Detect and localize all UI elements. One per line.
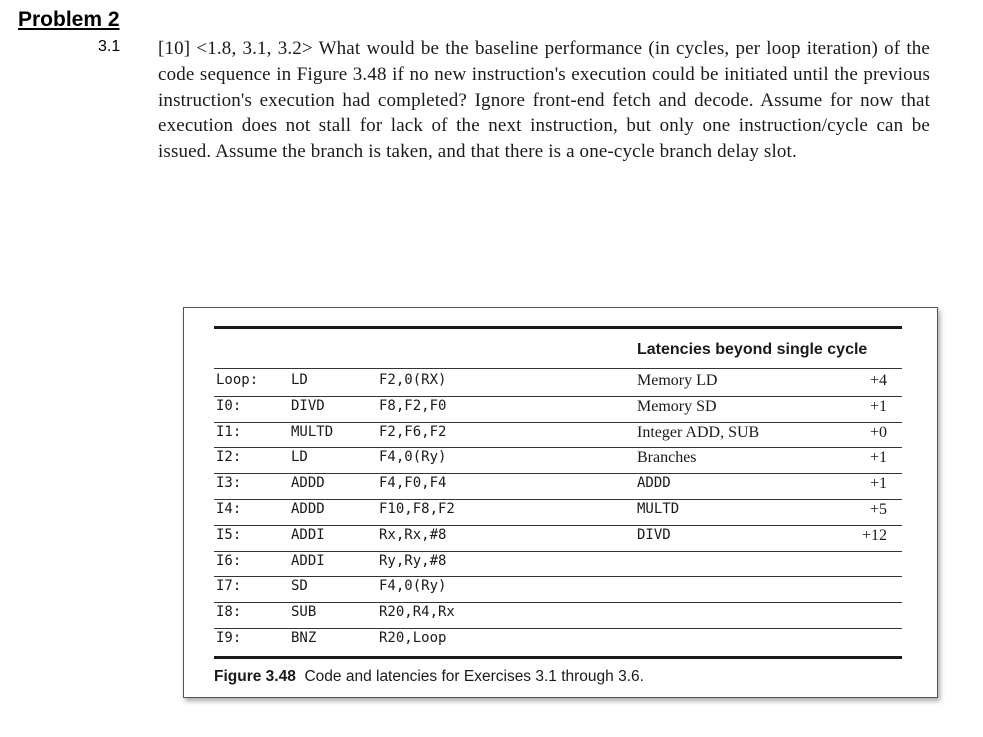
code-operands: R20,Loop [379,630,447,646]
problem-title: Problem 2 [18,8,120,31]
latency-header: Latencies beyond single cycle [637,341,868,358]
code-opcode: ADDD [291,501,325,517]
figure-caption [214,668,644,686]
code-opcode: SD [291,578,308,595]
caption-label: Figure 3.48 [214,668,296,685]
row-rule [214,422,902,423]
top-rule [214,326,902,329]
figure-3-48 [183,307,938,698]
row-rule [214,396,902,397]
code-label: I2: [216,449,242,466]
latency-name: DIVD [637,526,671,543]
caption-text: Code and latencies for Exercises 3.1 through 3.6. [304,668,644,685]
code-opcode: ADDI [291,526,325,543]
code-operands: F2,F6,F2 [379,423,447,440]
latency-name: Memory SD [637,397,717,415]
code-opcode: LD [291,372,308,388]
header-rule [214,368,902,369]
code-opcode: BNZ [291,630,317,646]
code-operands: R20,R4,Rx [379,604,455,621]
latency-value: +5 [869,501,887,518]
row-rule [214,628,902,629]
row-rule [214,525,902,526]
code-operands: F8,F2,F0 [379,397,447,414]
code-label: I1: [216,423,242,440]
code-opcode: ADDI [291,552,325,569]
code-opcode: MULTD [291,423,334,440]
code-opcode: LD [291,449,308,466]
latency-value: +1 [869,397,887,415]
code-label: I6: [216,552,242,569]
bottom-rule [214,656,902,659]
latency-value: +1 [869,449,887,467]
code-operands: F10,F8,F2 [379,501,455,517]
code-operands: F4,0(Ry) [379,449,447,466]
exercise-number: 3.1 [98,38,121,55]
latency-value: +1 [869,475,887,493]
row-rule [214,499,902,500]
code-label: I7: [216,578,242,595]
code-opcode: ADDD [291,475,325,492]
code-label: I0: [216,397,242,414]
exercise-text: [10] <1.8, 3.1, 3.2> What would be the baseline performance (in cycles, per loop iteration) of the code sequence in Figure 3.48 if no new instruction's execution could be initiated until the previous instruction's execution had completed? Ignore front-end fetch and decode. Assume for now that execution does not stall for lack of the next instruction, but only one instruction/cycle can be issued. Assume the branch is taken, and that there is a one-cycle branch delay slot. [158,38,930,163]
latency-name: Memory LD [637,372,718,389]
row-rule [214,576,902,577]
code-operands: Rx,Rx,#8 [379,526,447,543]
latency-name: Integer ADD, SUB [637,423,760,441]
code-opcode: DIVD [291,397,325,414]
code-label: Loop: [216,372,259,388]
code-label: I8: [216,604,242,621]
row-rule [214,551,902,552]
latency-name: ADDD [637,475,671,492]
row-rule [214,473,902,474]
latency-name: MULTD [637,501,680,517]
row-rule [214,602,902,603]
latency-value: +12 [861,526,887,544]
code-operands: Ry,Ry,#8 [379,552,447,569]
code-operands: F2,0(RX) [379,372,447,388]
code-opcode: SUB [291,604,317,621]
latency-value: +4 [869,372,887,389]
code-label: I3: [216,475,242,492]
code-label: I4: [216,501,242,517]
code-label: I5: [216,526,242,543]
code-label: I9: [216,630,242,646]
code-operands: F4,0(Ry) [379,578,447,595]
latency-value: +0 [869,423,887,441]
latency-name: Branches [637,449,697,467]
code-operands: F4,F0,F4 [379,475,447,492]
row-rule [214,447,902,448]
